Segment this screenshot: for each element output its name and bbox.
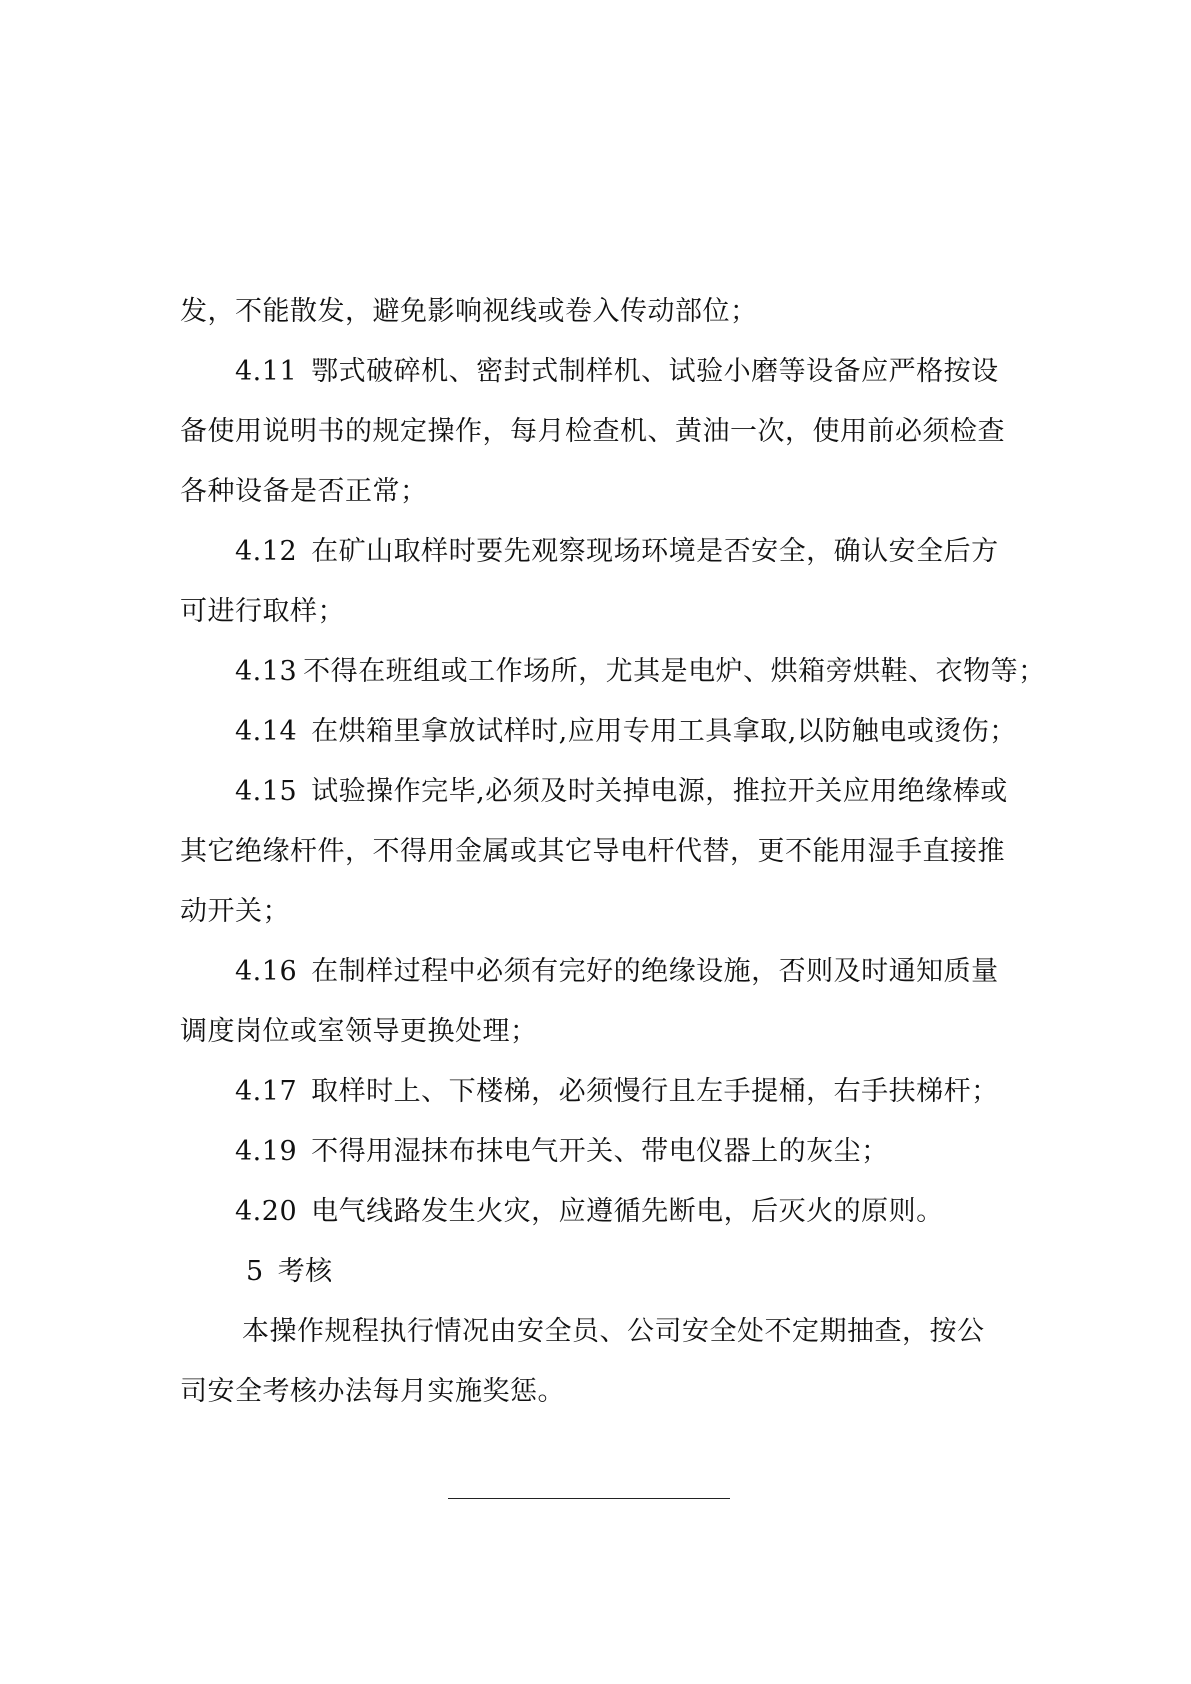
clause-4-14 [180,702,1020,762]
clause-4-11 [180,342,1020,402]
end-rule-divider [448,1498,730,1499]
section-title: 考核 [277,1256,333,1287]
paragraph-line [180,1362,1020,1422]
text: 司安全考核办法每月实施奖惩。 [180,1376,565,1407]
clause-number: 4.15 [235,776,298,807]
paragraph-line [180,462,1020,522]
clause-number: 4.11 [235,356,298,387]
clause-4-20 [180,1182,1020,1242]
clause-4-12 [180,522,1020,582]
clause-number: 4.16 [235,956,298,987]
text: 可进行取样； [180,596,345,627]
text: 其它绝缘杆件，不得用金属或其它导电杆代替，更不能用湿手直接推 [180,836,1005,867]
clause-number: 4.20 [235,1196,298,1227]
clause-text: 取样时上、下楼梯，必须慢行且左手提桶，右手扶梯杆； [311,1076,999,1107]
text: 备使用说明书的规定操作，每月检查机、黄油一次，使用前必须检查 [180,416,1005,447]
clause-number: 4.14 [235,716,298,747]
paragraph-line [180,582,1020,642]
clause-4-19 [180,1122,1020,1182]
clause-4-13 [180,642,1046,702]
document-body [180,282,1046,1422]
clause-text: 试验操作完毕,必须及时关掉电源，推拉开关应用绝缘棒或 [311,776,1008,807]
clause-number: 4.13 [235,656,298,687]
section-5-heading [180,1242,1020,1302]
clause-number: 4.17 [235,1076,298,1107]
clause-4-15 [180,762,1020,822]
text: 调度岗位或室领导更换处理； [180,1016,538,1047]
clause-text: 在烘箱里拿放试样时,应用专用工具拿取,以防触电或烫伤； [311,716,1017,747]
clause-text: 不得用湿抹布抹电气开关、带电仪器上的灰尘； [311,1136,889,1167]
paragraph-line [180,1002,1020,1062]
text: 发，不能散发，避免影响视线或卷入传动部位； [180,296,758,327]
clause-4-16 [180,942,1020,1002]
clause-number: 4.12 [235,536,298,567]
clause-text: 鄂式破碎机、密封式制样机、试验小磨等设备应严格按设 [311,356,999,387]
clause-text: 在矿山取样时要先观察现场环境是否安全，确认安全后方 [311,536,999,567]
clause-text: 电气线路发生火灾，应遵循先断电，后灭火的原则。 [311,1196,944,1227]
section-number: 5 [246,1256,264,1287]
clause-number: 4.19 [235,1136,298,1167]
clause-text: 不得在班组或工作场所，尤其是电炉、烘箱旁烘鞋、衣物等； [303,656,1046,687]
text: 动开关； [180,896,290,927]
paragraph-line [180,822,1020,882]
paragraph-line [180,282,1020,342]
paragraph-line [180,1302,1020,1362]
text: 本操作规程执行情况由安全员、公司安全处不定期抽查，按公 [242,1316,985,1347]
paragraph-line [180,882,1020,942]
paragraph-line [180,402,1020,462]
clause-text: 在制样过程中必须有完好的绝缘设施，否则及时通知质量 [311,956,999,987]
clause-4-17 [180,1062,1020,1122]
text: 各种设备是否正常； [180,476,428,507]
